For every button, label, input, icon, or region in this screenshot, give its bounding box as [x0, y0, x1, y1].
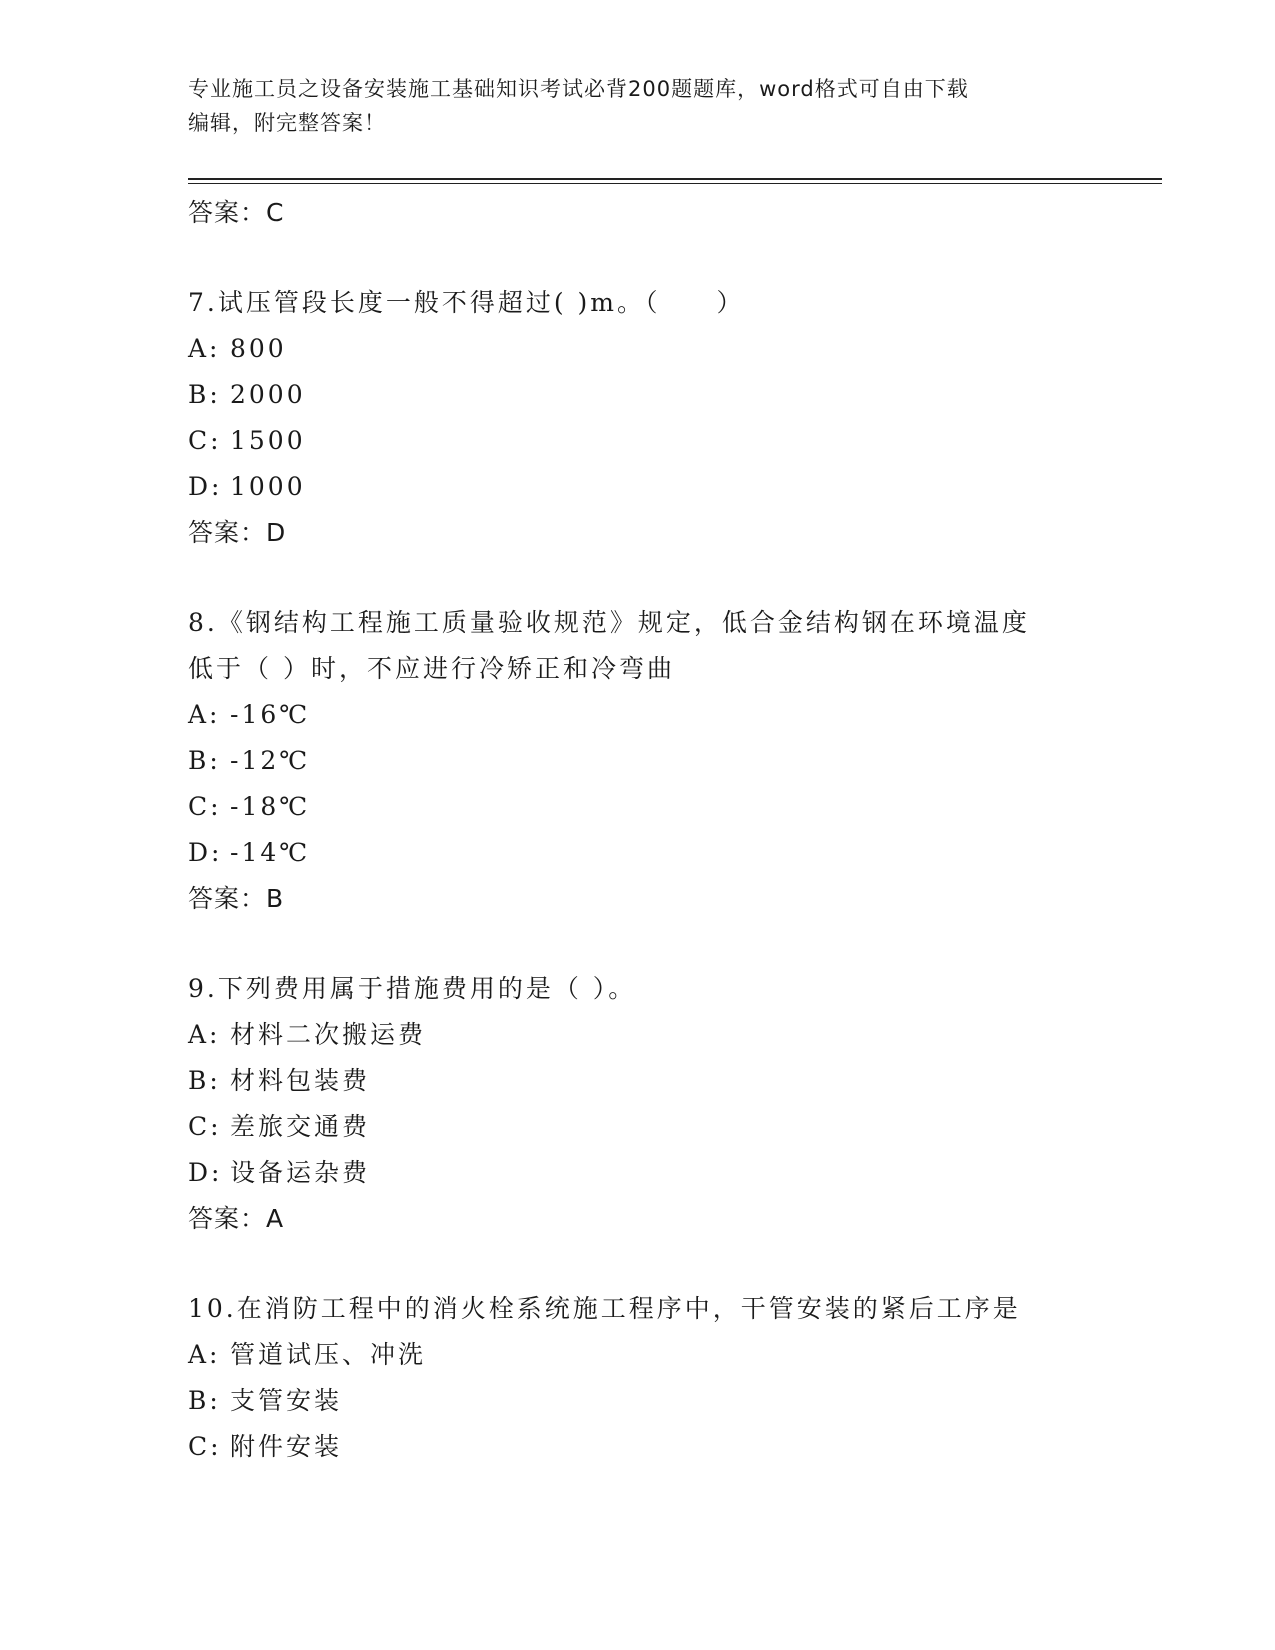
option-text: 2000: [230, 380, 306, 409]
question-stem: 10.在消防工程中的消火栓系统施工程序中，干管安装的紧后工序是: [188, 1294, 1021, 1323]
answer-line: 答案：A: [188, 1204, 285, 1233]
option-text: 材料包装费: [230, 1066, 371, 1095]
option-b[interactable]: [188, 738, 1088, 784]
answer-line: 答案：B: [188, 884, 285, 913]
option-text: 材料二次搬运费: [230, 1020, 427, 1049]
option-text: 800: [230, 334, 287, 363]
question-9: [188, 966, 1088, 1242]
option-text: -16℃: [230, 700, 311, 729]
option-text: 1500: [230, 426, 306, 455]
option-letter: A:: [188, 1020, 221, 1049]
question-stem: 8.《钢结构工程施工质量验收规范》规定，低合金结构钢在环境温度: [188, 608, 1030, 637]
header-divider: [188, 178, 1162, 184]
option-c[interactable]: [188, 784, 1088, 830]
option-letter: B:: [188, 1386, 221, 1415]
option-a[interactable]: [188, 326, 1088, 372]
header-title-line-1: 专业施工员之设备安装施工基础知识考试必背200题题库，word格式可自由下载: [188, 77, 969, 101]
option-letter: C:: [188, 1432, 222, 1461]
spacer: [188, 556, 1088, 600]
option-b[interactable]: [188, 372, 1088, 418]
option-text: -14℃: [230, 838, 311, 867]
option-text: -12℃: [230, 746, 311, 775]
option-letter: A:: [188, 700, 221, 729]
question-7: [188, 280, 1088, 556]
option-text: 1000: [230, 472, 306, 501]
option-letter: B:: [188, 1066, 221, 1095]
option-a[interactable]: [188, 1012, 1088, 1058]
option-letter: C:: [188, 1112, 222, 1141]
question-10: [188, 1286, 1088, 1470]
option-letter: A:: [188, 1340, 221, 1369]
answer-line: 答案：D: [188, 518, 287, 547]
option-a[interactable]: [188, 692, 1088, 738]
question-stem: 7.试压管段长度一般不得超过( )m。（ ）: [188, 288, 745, 317]
option-letter: D:: [188, 1158, 223, 1187]
option-letter: D:: [188, 838, 223, 867]
option-letter: B:: [188, 746, 221, 775]
spacer: [188, 922, 1088, 966]
question-stem-continued: 低于（ ）时，不应进行冷矫正和冷弯曲: [188, 654, 675, 683]
page-header: [188, 72, 1068, 140]
option-d[interactable]: [188, 464, 1088, 510]
question-8: [188, 600, 1088, 922]
option-d[interactable]: [188, 1150, 1088, 1196]
option-letter: C:: [188, 792, 222, 821]
spacer: [188, 236, 1088, 280]
option-letter: C:: [188, 426, 222, 455]
previous-answer: 答案：C: [188, 198, 285, 227]
option-text: -18℃: [230, 792, 311, 821]
option-text: 管道试压、冲洗: [230, 1340, 427, 1369]
option-letter: A:: [188, 334, 221, 363]
question-list: [188, 190, 1088, 1470]
header-title-line-2: 编辑，附完整答案！: [188, 111, 386, 135]
option-b[interactable]: [188, 1058, 1088, 1104]
option-a[interactable]: [188, 1332, 1088, 1378]
option-letter: B:: [188, 380, 221, 409]
option-c[interactable]: [188, 1104, 1088, 1150]
question-stem: 9.下列费用属于措施费用的是（ ）。: [188, 974, 637, 1003]
option-d[interactable]: [188, 830, 1088, 876]
option-c[interactable]: [188, 418, 1088, 464]
option-text: 支管安装: [230, 1386, 343, 1415]
option-text: 附件安装: [230, 1432, 343, 1461]
spacer: [188, 1242, 1088, 1286]
option-text: 设备运杂费: [230, 1158, 371, 1187]
option-b[interactable]: [188, 1378, 1088, 1424]
option-letter: D:: [188, 472, 223, 501]
option-c[interactable]: [188, 1424, 1088, 1470]
option-text: 差旅交通费: [230, 1112, 371, 1141]
